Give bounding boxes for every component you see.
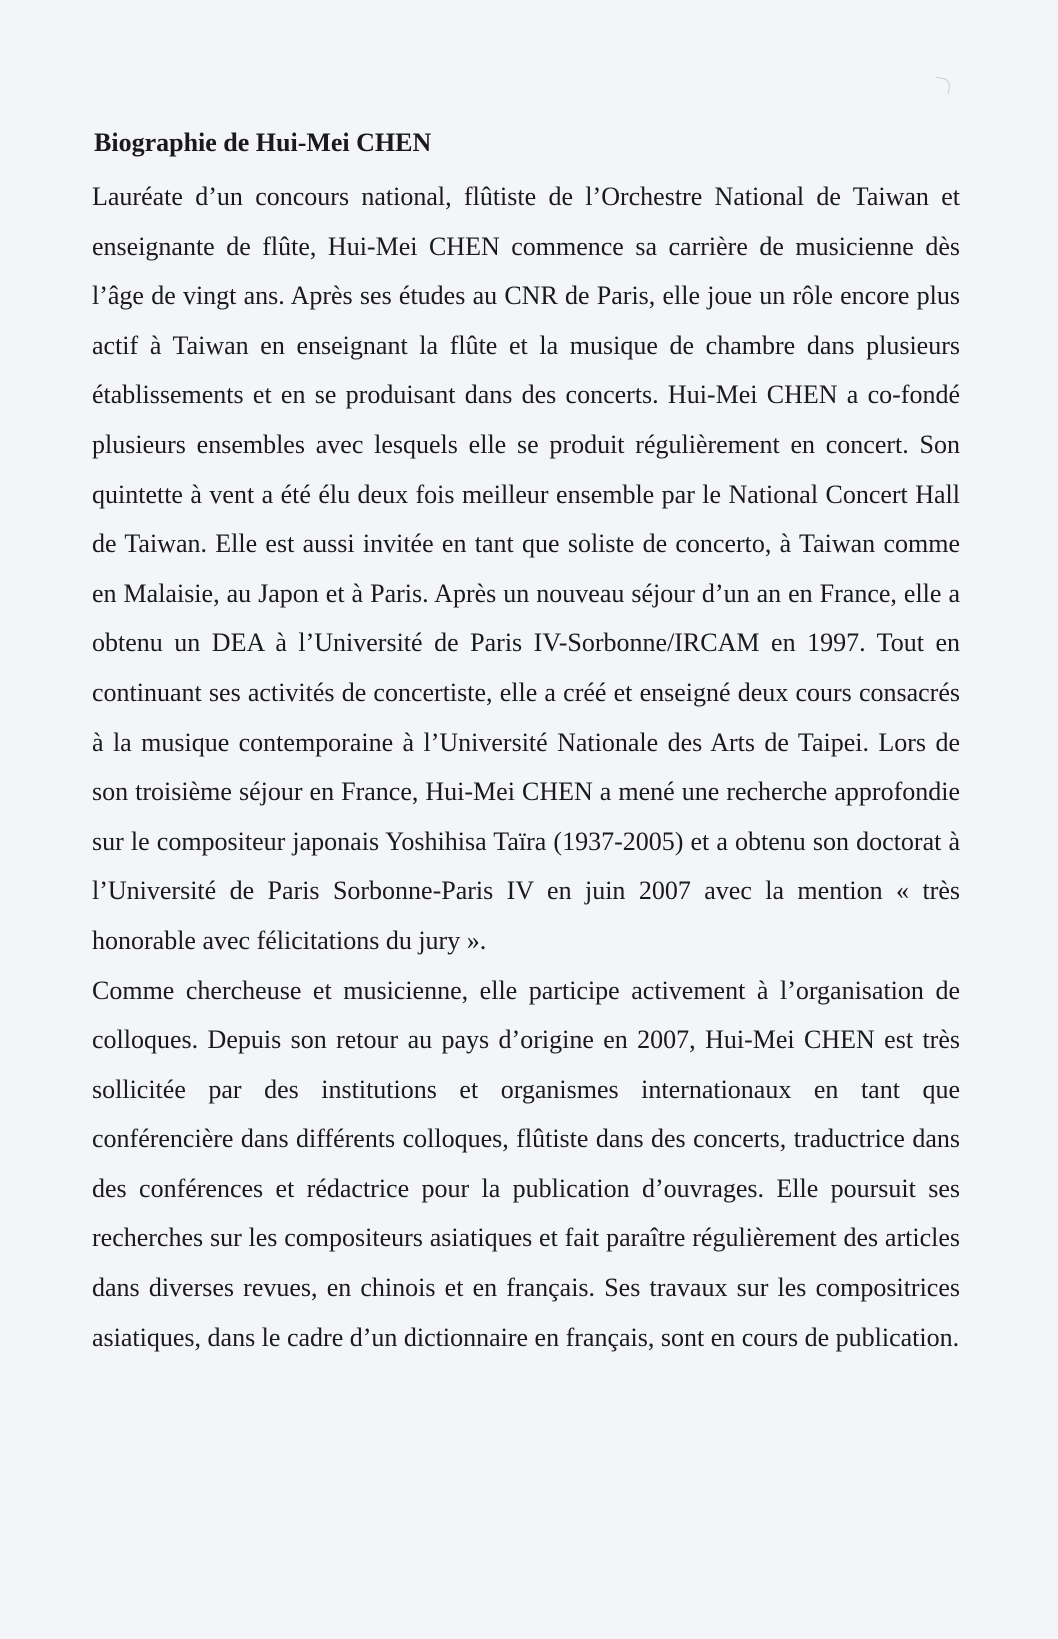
paragraph-research: Comme chercheuse et musicienne, elle participe activement à l’organisation de colloques. Depuis son retour au pays d’origine en 2007, Hui-Mei CHEN est très sollicitée par des institutions et organismes internationaux en tant que conférencière dans différents colloques, flûtiste dans des concerts, traductrice dans des conférences et rédactrice pour la publication d’ouvrages. Elle poursuit ses recherches sur les compositeurs asiatiques et fait paraître régulièrement des articles dans diverses revues, en chinois et en français. Ses travaux sur les compositrices asiatiques, dans le cadre d’un dictionnaire en français, sont en cours de publication. xyxy=(92,975,960,1352)
paragraph-career: Lauréate d’un concours national, flûtiste de l’Orchestre National de Taiwan et enseignante de flûte, Hui-Mei CHEN commence sa carrière de musicienne dès l’âge de vingt ans. Après ses études au CNR de Paris, elle joue un rôle encore plus actif à Taiwan en enseignant la flûte et la musique de chambre dans plusieurs établissements et en se produisant dans des concerts. Hui-Mei CHEN a co-fondé plusieurs ensembles avec lesquels elle se produit régulièrement en concert. Son quintette à vent a été élu deux fois meilleur ensemble par le National Concert Hall de Taiwan. Elle est aussi invitée en tant que soliste de concerto, à Taiwan comme en Malaisie, au Japon et à Paris. Après un nouveau séjour d’un an en France, elle a obtenu un DEA à l’Université de Paris IV-Sorbonne/IRCAM en 1997. Tout en continuant ses activités de concertiste, elle a créé et enseigné deux cours consacrés à la musique contemporaine à l’Université Nationale des Arts de Taipei. Lors de son troisième séjour en France, Hui-Mei CHEN a mené une recherche approfondie sur le compositeur japonais Yoshihisa Taïra (1937-2005) et a obtenu son doctorat à l’Université de Paris Sorbonne-Paris IV en juin 2007 avec la mention « très honorable avec félicitations du jury ». xyxy=(92,182,960,955)
page-title: Biographie de Hui-Mei CHEN xyxy=(94,128,432,157)
scan-mark xyxy=(934,77,951,94)
